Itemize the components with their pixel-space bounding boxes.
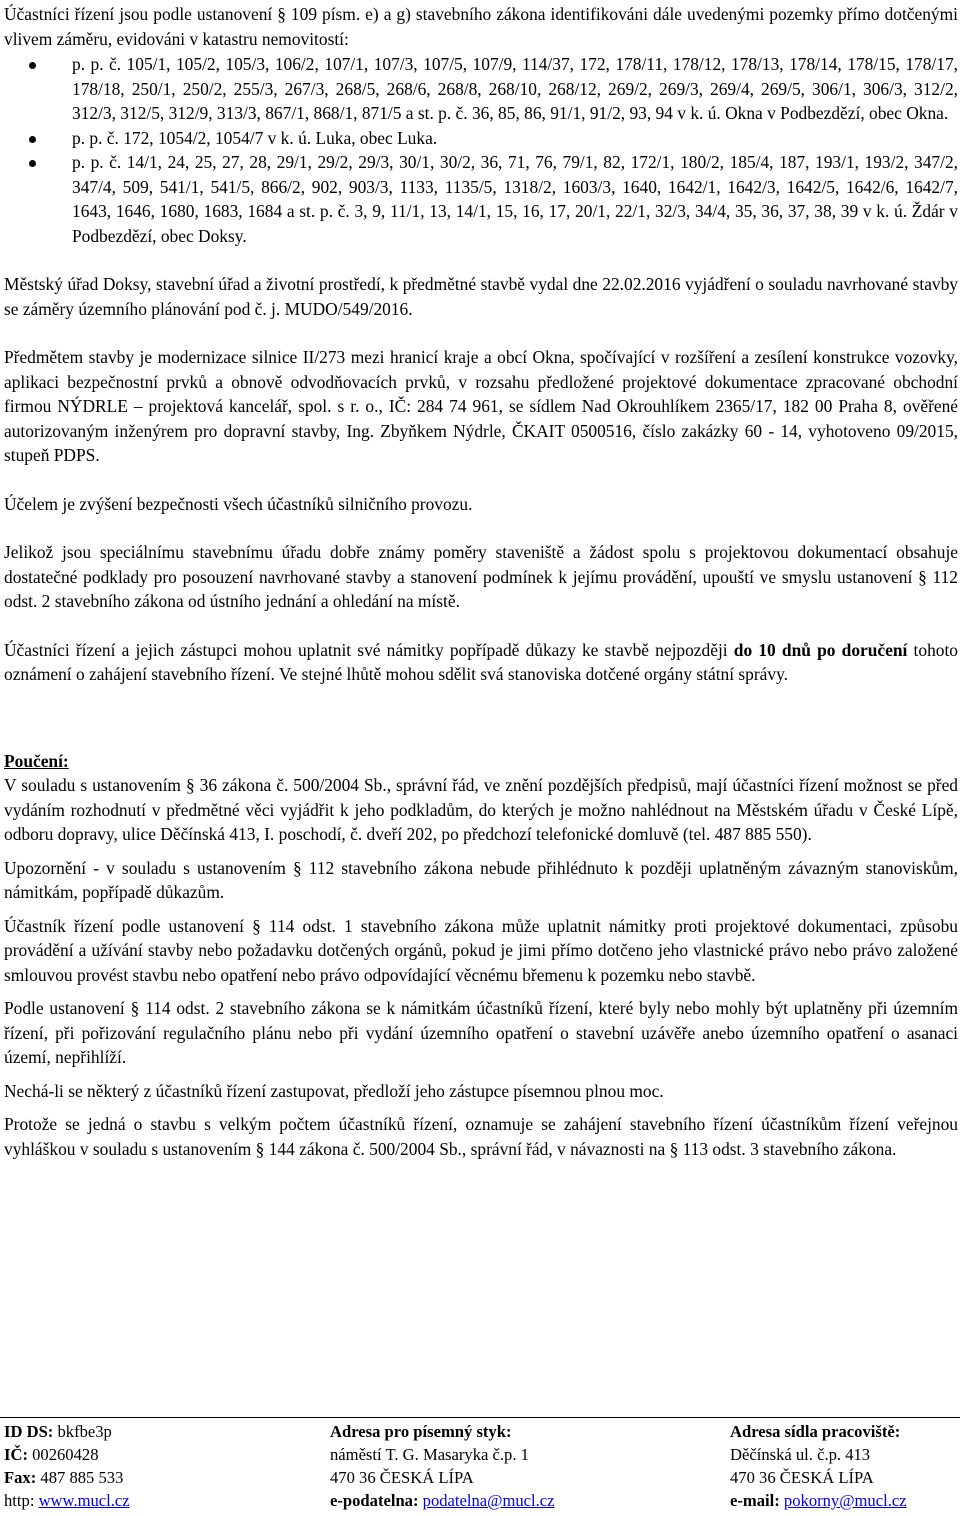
section-heading-pouceni: Poučení: bbox=[4, 750, 69, 771]
office-address-city: 470 36 ČESKÁ LÍPA bbox=[730, 1468, 874, 1487]
website-link[interactable]: www.mucl.cz bbox=[38, 1491, 130, 1510]
footer-contact-column: ID DS: bkfbe3p IČ: 00260428 Fax: 487 885 533 http: www.mucl.cz bbox=[4, 1422, 130, 1510]
paragraph-jelikoz: Jelikož jsou speciálnímu stavebnímu úřadu dobře známy poměry staveniště a žádost spolu s projektovou dokumentací obsahuje dostatečné podklady pro posouzení navrhované stavby a stanovení podmínek k jejímu provádění, upouští ve smyslu ustanovení § 112 odst. 2 stavebního zákona od ústního jednání a ohledání na místě. bbox=[4, 542, 958, 611]
company-id: 00260428 bbox=[27, 1445, 99, 1464]
list-item bbox=[4, 52, 958, 126]
parcel-text: p. p. č. 172, 1054/2, 1054/7 v k. ú. Luka, obec Luka. bbox=[72, 127, 438, 148]
paragraph-souladu: V souladu s ustanovením § 36 zákona č. 500/2004 Sb., správní řád, ve znění pozdějších předpisů, mají účastníci řízení možnost se před vydáním rozhodnutí v předmětné věci vyjádřit k jeho podkladům, do kterých je možno nahlédnout na Městském úřadu v České Lípě, odboru dopravy, ulice Děčínská 413, I. poschodí, č. dveří 202, po předchozí telefonické domluvě (tel. 487 885 550). bbox=[4, 775, 958, 844]
bullet-icon bbox=[29, 62, 36, 69]
epodatelna-email-link[interactable]: podatelna@mucl.cz bbox=[422, 1491, 555, 1510]
paragraph-protoze: Protože se jedná o stavbu s velkým počtem účastníků řízení, oznamuje se zahájení stavebního řízení účastníkům řízení veřejnou vyhláškou v souladu s ustanovením § 144 zákona č. 500/2004 Sb., správní řád, v návaznosti na § 113 odst. 3 stavebního zákona. bbox=[4, 1114, 958, 1159]
paragraph-necha: Nechá-li se některý z účastníků řízení zastupovat, předloží jeho zástupce písemnou plnou moc. bbox=[4, 1080, 664, 1101]
office-address-line: Děčínská ul. č.p. 413 bbox=[730, 1445, 871, 1464]
postal-address-city: 470 36 ČESKÁ LÍPA bbox=[330, 1468, 474, 1487]
paragraph-ucel: Účelem je zvýšení bezpečnosti všech účastníků silničního provozu. bbox=[4, 493, 473, 514]
bullet-icon bbox=[29, 136, 36, 143]
postal-address-heading: Adresa pro písemný styk: bbox=[330, 1422, 512, 1441]
paragraph-predmet-stavby: Předmětem stavby je modernizace silnice II/273 mezi hranicí kraje a obcí Okna, spočívající v rozšíření a zesílení konstrukce vozovky, aplikaci bezpečnostní prvků a obnově odvodňovacích prvků, v rozsahu předložené projektové dokumentace zpracované obchodní firmou NÝDRLE – projektová kancelář, spol. s r. o., IČ: 284 74 961, se sídlem Nad Okrouhlíkem 2365/17, 182 00 Praha 8, ověřené autorizovaným inženýrem pro dopravní stavby, Ing. Zbyňkem Nýdrle, ČKAIT 0500516, číslo zakázky 60 - 14, vyhotoveno 09/2015, stupeň PDPS. bbox=[4, 347, 958, 465]
footer-postal-column: Adresa pro písemný styk: náměstí T. G. Masaryka č.p. 1 470 36 ČESKÁ LÍPA e-podatelna: podatelna@mucl.cz bbox=[330, 1422, 555, 1510]
office-address-heading: Adresa sídla pracoviště: bbox=[730, 1422, 901, 1441]
parcel-list bbox=[4, 52, 958, 248]
list-item bbox=[4, 150, 958, 248]
data-box-id: bkfbe3p bbox=[53, 1422, 112, 1441]
paragraph-ucastnik: Účastník řízení podle ustanovení § 114 odst. 1 stavebního zákona může uplatnit námitky proti projektové dokumentaci, způsobu provádění a užívání stavby nebo požadavku dotčených orgánů, pokud je jimi přímo dotčeno jeho vlastnické právo nebo právo založené smlouvou provést stavbu nebo opatření nebo právo odpovídající věcnému břemenu k pozemku nebo stavbě. bbox=[4, 915, 958, 985]
parcel-text: p. p. č. 105/1, 105/2, 105/3, 106/2, 107/1, 107/3, 107/5, 107/9, 114/37, 172, 178/11, 178/12, 178/13, 178/14, 178/15, 178/17, 178/18, 250/1, 250/2, 255/3, 267/3, 268/5, 268/6, 268/8, 268/10, 268/12, 269/2, 269/3, 269/4, 269/5, 306/1, 306/3, 312/2, 312/3, 312/5, 312/9, 313/3, 867/1, 868/1, 871/5 a st. p. č. 36, 85, 86, 91/1, 91/2, 93, 94 v k. ú. Okna v Podbezdězí, obec Okna. bbox=[72, 54, 958, 123]
paragraph-podle: Podle ustanovení § 114 odst. 2 stavebního zákona se k námitkám účastníků řízení, které byly nebo mohly být uplatněny při územním řízení, při pořizování regulačního plánu nebo při vydání územního opatření o stavební uzávěře anebo územního opatření o asanaci území, nepřihlíží. bbox=[4, 998, 958, 1067]
deadline-text: do 10 dnů po doručení bbox=[733, 639, 908, 660]
paragraph-upozorneni: Upozornění - v souladu s ustanovením § 112 stavebního zákona nebude přihlédnuto k později uplatněným závazným stanoviskům, námitkám, popřípadě důkazům. bbox=[4, 857, 958, 902]
document-page bbox=[4, 2, 958, 1161]
paragraph-namitky: Účastníci řízení a jejich zástupci mohou uplatnit své námitky popřípadě důkazy ke stavbě nejpozději do 10 dnů po doručení tohoto oznámení o zahájení stavebního řízení. Ve stejné lhůtě mohou sdělit svá stanoviska dotčené orgány státní správy. bbox=[4, 639, 959, 684]
postal-address-line: náměstí T. G. Masaryka č.p. 1 bbox=[330, 1445, 529, 1464]
footer-office-column: Adresa sídla pracoviště: Děčínská ul. č.p. 413 470 36 ČESKÁ LÍPA e-mail: pokorny@mucl.cz bbox=[730, 1422, 907, 1510]
contact-email-link[interactable]: pokorny@mucl.cz bbox=[783, 1491, 907, 1510]
intro-paragraph: Účastníci řízení jsou podle ustanovení § 109 písm. e) a g) stavebního zákona identifikováni dále uvedenými pozemky přímo dotčenými vlivem záměru, evidováni v katastru nemovitostí: bbox=[4, 4, 958, 49]
footer-divider bbox=[0, 1417, 960, 1418]
list-item bbox=[4, 126, 958, 151]
bullet-icon bbox=[29, 160, 36, 167]
fax-number: 487 885 533 bbox=[36, 1468, 124, 1487]
paragraph-vyjadreni: Městský úřad Doksy, stavební úřad a životní prostředí, k předmětné stavbě vydal dne 22.02.2016 vyjádření o souladu navrhované stavby se záměry územního plánování pod č. j. MUDO/549/2016. bbox=[4, 274, 958, 319]
parcel-text: p. p. č. 14/1, 24, 25, 27, 28, 29/1, 29/2, 29/3, 30/1, 30/2, 36, 71, 76, 79/1, 82, 172/1, 180/2, 185/4, 187, 193/1, 193/2, 347/2, 347/4, 509, 541/1, 541/5, 866/2, 902, 903/3, 1133, 1135/5, 1318/2, 1603/3, 1640, 1642/1, 1642/3, 1642/5, 1642/6, 1642/7, 1643, 1646, 1680, 1683, 1684 a st. p. č. 3, 9, 11/1, 13, 14/1, 15, 16, 17, 20/1, 22/1, 32/3, 34/4, 35, 36, 37, 38, 39 v k. ú. Ždár v Podbezdězí, obec Doksy. bbox=[72, 152, 958, 246]
